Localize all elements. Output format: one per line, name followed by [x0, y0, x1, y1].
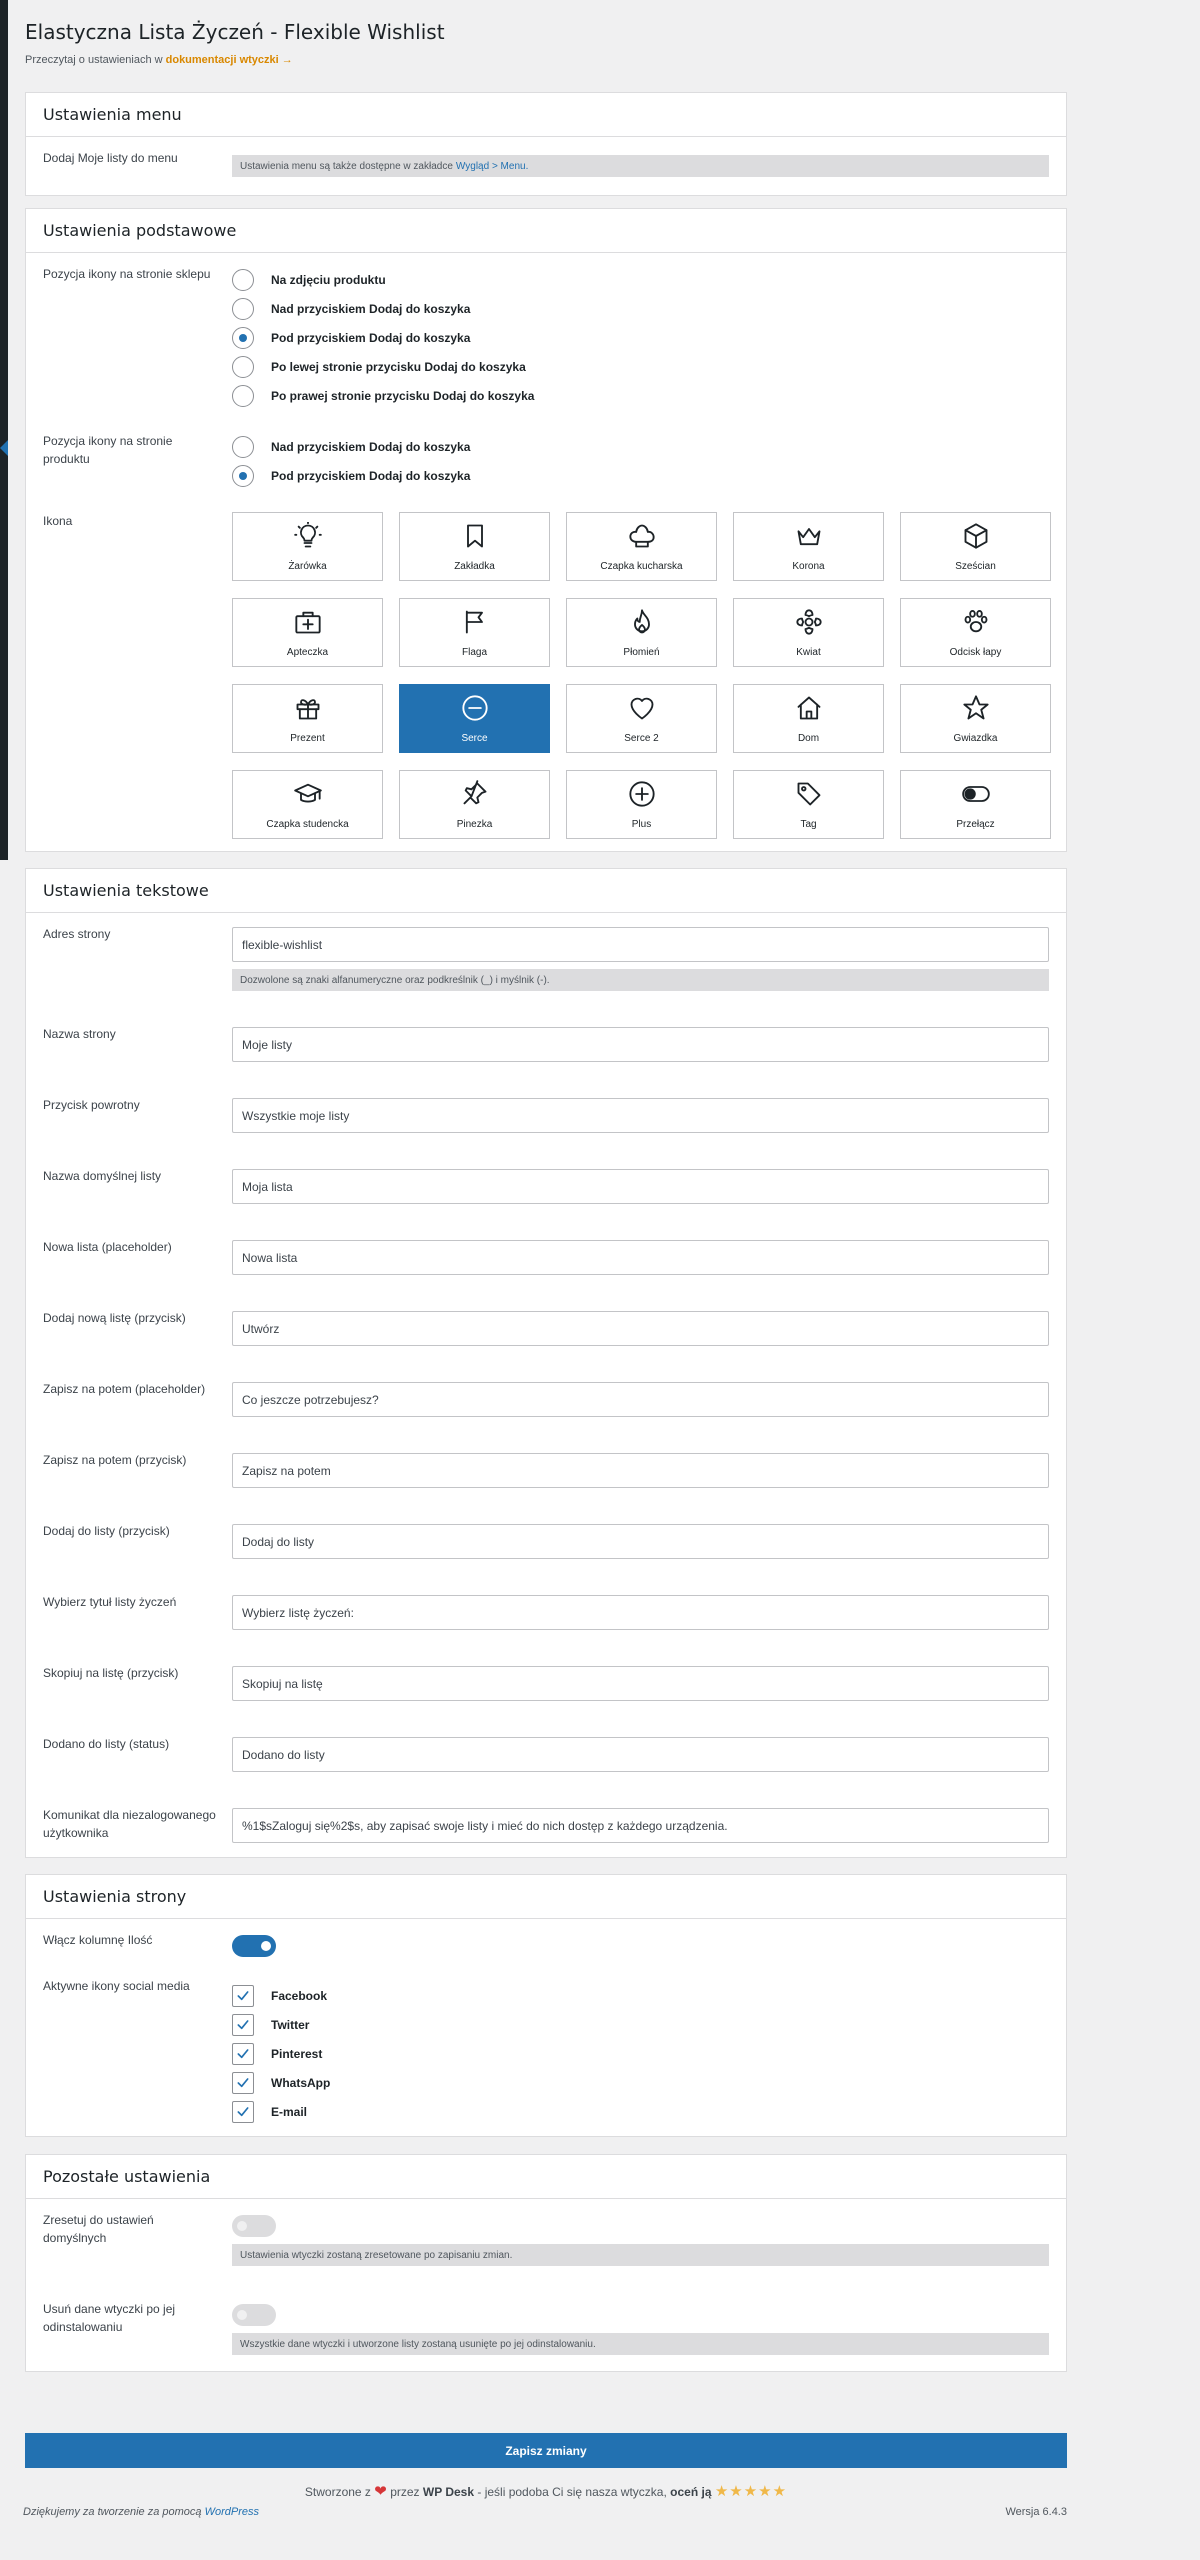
icon-option-label: Przełącz — [956, 819, 995, 830]
flag-icon — [461, 608, 489, 639]
footer-version: Wersja 6.4.3 — [1005, 2506, 1067, 2518]
shop-position-option[interactable] — [232, 294, 1049, 323]
social-option[interactable] — [232, 2097, 1049, 2126]
icon-option-label: Serce — [461, 733, 488, 744]
text-setting-label: Nazwa domyślnej listy — [43, 1169, 162, 1183]
menu-note — [232, 155, 1049, 177]
icon-option-flame[interactable] — [566, 598, 717, 667]
tag-icon — [795, 780, 823, 811]
text-setting-row — [43, 1451, 1049, 1488]
social-option[interactable] — [232, 2010, 1049, 2039]
text-setting-input[interactable] — [232, 1453, 1049, 1488]
footer-thanks — [23, 2506, 259, 2518]
first-aid-kit-icon — [294, 608, 322, 639]
settings-wrap — [25, 0, 1067, 2372]
checkbox[interactable] — [232, 1985, 254, 2007]
reset-defaults-label: Zresetuj do ustawień domyślnych — [43, 2213, 154, 2245]
credit-by: przez — [390, 2485, 420, 2499]
icon-option-cube[interactable] — [900, 512, 1051, 581]
icon-option-tag[interactable] — [733, 770, 884, 839]
flower-icon — [795, 608, 823, 639]
icon-option-label: Korona — [792, 561, 825, 572]
icon-option-label: Apteczka — [286, 647, 329, 658]
text-setting-label: Nowa lista (placeholder) — [43, 1240, 172, 1254]
text-settings-title: Ustawienia tekstowe — [43, 881, 209, 900]
text-settings-header — [26, 869, 1066, 913]
icon-option-label: Sześcian — [955, 561, 996, 572]
quantity-column-toggle[interactable] — [232, 1935, 276, 1957]
shop-position-radio[interactable] — [232, 269, 254, 291]
menu-settings-title: Ustawienia menu — [43, 105, 182, 124]
crown-icon — [795, 522, 823, 553]
lightbulb-icon — [294, 522, 322, 553]
paw-icon — [962, 608, 990, 639]
text-setting-row — [43, 1593, 1049, 1630]
shop-position-option-label: Po prawej stronie przycisku Dodaj do koszyka — [271, 388, 535, 403]
admin-sidebar-strip — [0, 0, 8, 860]
text-setting-row — [43, 1806, 1049, 1843]
text-setting-label: Komunikat dla niezalogowanego użytkownika — [43, 1808, 216, 1840]
text-setting-input[interactable] — [232, 1524, 1049, 1559]
social-option[interactable] — [232, 2039, 1049, 2068]
social-option-label: WhatsApp — [271, 2075, 331, 2090]
docs-link[interactable]: dokumentacji wtyczki → — [165, 54, 293, 66]
delete-data-toggle[interactable] — [232, 2304, 276, 2326]
text-setting-input[interactable] — [232, 1595, 1049, 1630]
shop-position-option-label: Pod przyciskiem Dodaj do koszyka — [271, 330, 471, 345]
icon-option-label: Kwiat — [796, 647, 821, 658]
other-settings-panel — [25, 2154, 1067, 2372]
product-position-radio[interactable] — [232, 465, 254, 487]
product-position-option-label: Nad przyciskiem Dodaj do koszyka — [271, 439, 471, 454]
text-setting-input[interactable] — [232, 1027, 1049, 1062]
reset-note: Ustawienia wtyczki zostaną zresetowane po zapisaniu zmian. — [232, 2244, 1049, 2266]
page-title: Elastyczna Lista Życzeń - Flexible Wishlist — [25, 20, 445, 44]
shop-position-option-label: Po lewej stronie przycisku Dodaj do koszyka — [271, 359, 526, 374]
icon-option-label: Odcisk łapy — [949, 647, 1002, 658]
credit-middle: - jeśli podoba Ci się nasza wtyczka, — [477, 2485, 667, 2499]
product-icon-position-options — [232, 432, 1049, 490]
shop-position-radio[interactable] — [232, 298, 254, 320]
icon-option-gift[interactable] — [232, 684, 383, 753]
social-icons-list — [232, 1977, 1049, 2126]
menu-appearance-link[interactable]: Wygląd > Menu. — [455, 160, 529, 172]
admin-menu-arrow-icon — [0, 440, 8, 456]
page-settings-title: Ustawienia strony — [43, 1887, 187, 1906]
delete-note: Wszystkie dane wtyczki i utworzone listy zostaną usunięte po jej odinstalowaniu. — [232, 2333, 1049, 2355]
page-settings-panel — [25, 1874, 1067, 2137]
checkbox[interactable] — [232, 2014, 254, 2036]
icon-grid — [232, 512, 1051, 839]
page-url-input[interactable] — [232, 927, 1049, 962]
basic-settings-header — [26, 209, 1066, 253]
social-option[interactable] — [232, 1981, 1049, 2010]
text-setting-input[interactable] — [232, 1808, 1049, 1843]
icon-option-star[interactable] — [900, 684, 1051, 753]
rating-stars-icon[interactable]: ★★★★★ — [714, 2483, 788, 2500]
plus-circle-icon — [628, 780, 656, 811]
icon-option-label: Czapka kucharska — [600, 561, 683, 572]
icon-option-bookmark[interactable] — [399, 512, 550, 581]
shop-position-option[interactable] — [232, 265, 1049, 294]
text-setting-row — [43, 1096, 1049, 1133]
text-setting-row — [43, 1167, 1049, 1204]
icon-option-label: Pinezka — [456, 819, 493, 830]
shop-position-option-label: Na zdjęciu produktu — [271, 272, 386, 287]
credit-author[interactable]: WP Desk — [422, 2485, 475, 2499]
icon-option-crown[interactable] — [733, 512, 884, 581]
icon-label: Ikona — [43, 514, 73, 528]
heart-icon — [628, 694, 656, 725]
save-changes-button[interactable]: Zapisz zmiany — [25, 2433, 1067, 2468]
home-icon — [795, 694, 823, 725]
text-setting-input[interactable] — [232, 1737, 1049, 1772]
icon-option-label: Tag — [800, 819, 817, 830]
checkmark-icon — [235, 2075, 251, 2091]
text-setting-label: Dodaj nową listę (przycisk) — [43, 1311, 186, 1325]
shop-position-radio[interactable] — [232, 356, 254, 378]
gift-icon — [294, 694, 322, 725]
reset-defaults-toggle[interactable] — [232, 2215, 276, 2237]
minus-circle-icon — [461, 694, 489, 725]
text-setting-row — [43, 1380, 1049, 1417]
icon-option-flower[interactable] — [733, 598, 884, 667]
docs-prefix: Przeczytaj o ustawieniach w — [25, 54, 163, 66]
cube-icon — [962, 522, 990, 553]
icon-option-label: Płomień — [623, 647, 660, 658]
social-option[interactable] — [232, 2068, 1049, 2097]
checkmark-icon — [235, 1988, 251, 2004]
icon-option-label: Żarówka — [288, 561, 327, 572]
other-settings-header — [26, 2155, 1066, 2199]
product-position-option[interactable] — [232, 461, 1049, 490]
shop-position-option-label: Nad przyciskiem Dodaj do koszyka — [271, 301, 471, 316]
text-setting-input[interactable] — [232, 1666, 1049, 1701]
text-setting-row — [43, 1309, 1049, 1346]
text-setting-row — [43, 1238, 1049, 1275]
text-fields — [43, 1025, 1049, 1843]
icon-option-lightbulb[interactable] — [232, 512, 383, 581]
product-position-option-label: Pod przyciskiem Dodaj do koszyka — [271, 468, 471, 483]
chef-hat-icon — [628, 522, 656, 553]
footer-thanks-text: Dziękujemy za tworzenie za pomocą — [23, 2506, 202, 2518]
checkbox[interactable] — [232, 2072, 254, 2094]
product-icon-position-label: Pozycja ikony na stronie produktu — [43, 434, 173, 466]
checkmark-icon — [235, 2046, 251, 2062]
icon-option-first-aid-kit[interactable] — [232, 598, 383, 667]
page-url-label: Adres strony — [43, 927, 111, 941]
product-position-option[interactable] — [232, 432, 1049, 461]
product-position-radio[interactable] — [232, 436, 254, 458]
other-settings-title: Pozostałe ustawienia — [43, 2167, 211, 2186]
icon-option-chef-hat[interactable] — [566, 512, 717, 581]
icon-option-toggle[interactable] — [900, 770, 1051, 839]
shop-position-option[interactable] — [232, 352, 1049, 381]
text-setting-row — [43, 1025, 1049, 1062]
toggle-icon — [962, 780, 990, 811]
heart-icon: ❤ — [374, 2483, 387, 2500]
text-setting-input[interactable] — [232, 1240, 1049, 1275]
delete-data-label: Usuń dane wtyczki po jej odinstalowaniu — [43, 2302, 176, 2334]
star-icon — [962, 694, 990, 725]
icon-option-pin[interactable] — [399, 770, 550, 839]
bookmark-icon — [461, 522, 489, 553]
basic-settings-panel — [25, 208, 1067, 852]
text-setting-label: Nazwa strony — [43, 1027, 116, 1041]
text-settings-panel — [25, 868, 1067, 1858]
checkbox[interactable] — [232, 2101, 254, 2123]
icon-option-label: Dom — [797, 733, 820, 744]
wordpress-link[interactable]: WordPress — [204, 2506, 259, 2518]
credit-line — [25, 2482, 1067, 2500]
text-setting-label: Przycisk powrotny — [43, 1098, 140, 1112]
icon-option-paw[interactable] — [900, 598, 1051, 667]
text-setting-input[interactable] — [232, 1311, 1049, 1346]
text-setting-input[interactable] — [232, 1098, 1049, 1133]
icon-option-minus-circle[interactable] — [399, 684, 550, 753]
shop-icon-position-label: Pozycja ikony na stronie sklepu — [43, 267, 211, 281]
shop-icon-position-options — [232, 265, 1049, 410]
docs-line — [25, 54, 1067, 66]
text-setting-row — [43, 1664, 1049, 1701]
social-option-label: Facebook — [271, 1988, 328, 2003]
add-lists-to-menu-label: Dodaj Moje listy do menu — [43, 151, 178, 165]
menu-note-text: Ustawienia menu są także dostępne w zakładce — [240, 160, 453, 172]
social-icons-label: Aktywne ikony social media — [43, 1979, 190, 1993]
icon-option-label: Prezent — [290, 733, 325, 744]
menu-settings-header — [26, 93, 1066, 137]
rate-link[interactable]: oceń ją — [670, 2485, 712, 2499]
text-setting-label: Skopiuj na listę (przycisk) — [43, 1666, 179, 1680]
shop-position-option[interactable] — [232, 323, 1049, 352]
icon-option-label: Serce 2 — [624, 733, 659, 744]
shop-position-radio[interactable] — [232, 327, 254, 349]
social-option-label: Pinterest — [271, 2046, 323, 2061]
credit-prefix: Stworzone z — [304, 2485, 371, 2499]
basic-settings-title: Ustawienia podstawowe — [43, 221, 237, 240]
icon-option-heart[interactable] — [566, 684, 717, 753]
icon-option-flag[interactable] — [399, 598, 550, 667]
quantity-column-label: Włącz kolumnę Ilość — [43, 1933, 153, 1947]
shop-position-radio[interactable] — [232, 385, 254, 407]
text-setting-row — [43, 1735, 1049, 1772]
menu-settings-panel — [25, 92, 1067, 196]
page-settings-header — [26, 1875, 1066, 1919]
flame-icon — [628, 608, 656, 639]
social-option-label: Twitter — [271, 2017, 310, 2032]
pin-icon — [461, 780, 489, 811]
icon-option-plus-circle[interactable] — [566, 770, 717, 839]
text-setting-label: Dodano do listy (status) — [43, 1737, 170, 1751]
icon-option-label: Zakładka — [454, 561, 495, 572]
page-url-note: Dozwolone są znaki alfanumeryczne oraz podkreślnik (_) i myślnik (-). — [232, 969, 1049, 991]
icon-option-label: Flaga — [461, 647, 487, 658]
icon-option-home[interactable] — [733, 684, 884, 753]
social-option-label: E-mail — [271, 2104, 308, 2119]
checkbox[interactable] — [232, 2043, 254, 2065]
graduation-cap-icon — [294, 780, 322, 811]
text-setting-input[interactable] — [232, 1382, 1049, 1417]
shop-position-option[interactable] — [232, 381, 1049, 410]
text-setting-label: Wybierz tytuł listy życzeń — [43, 1595, 177, 1609]
icon-option-label: Gwiazdka — [953, 733, 998, 744]
text-setting-label: Zapisz na potem (przycisk) — [43, 1453, 187, 1467]
text-setting-row — [43, 1522, 1049, 1559]
text-setting-label: Dodaj do listy (przycisk) — [43, 1524, 170, 1538]
checkmark-icon — [235, 2017, 251, 2033]
text-setting-label: Zapisz na potem (placeholder) — [43, 1382, 206, 1396]
text-setting-input[interactable] — [232, 1169, 1049, 1204]
icon-option-label: Plus — [631, 819, 652, 830]
icon-option-label: Czapka studencka — [266, 819, 349, 830]
checkmark-icon — [235, 2104, 251, 2120]
icon-option-graduation-cap[interactable] — [232, 770, 383, 839]
